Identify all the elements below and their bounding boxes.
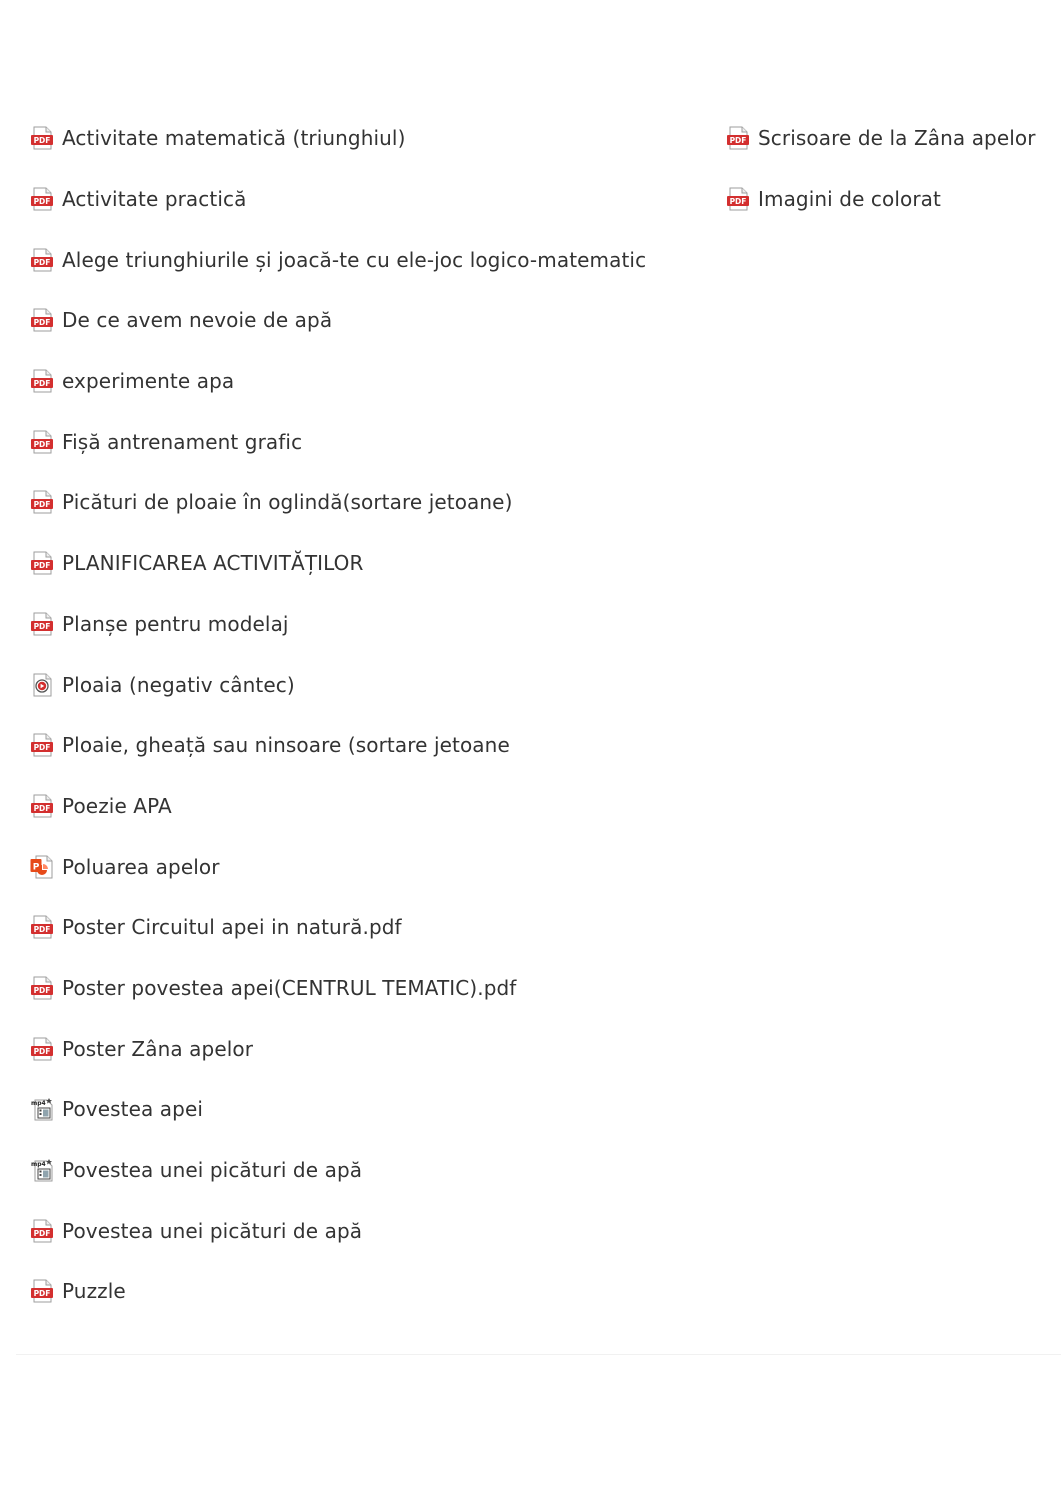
audio-icon xyxy=(30,673,54,697)
pdf-icon xyxy=(30,126,54,150)
file-label[interactable]: Povestea apei xyxy=(62,1097,204,1122)
video-icon xyxy=(30,1158,54,1182)
video-icon xyxy=(30,1097,54,1121)
pdf-icon xyxy=(30,308,54,332)
file-item[interactable] xyxy=(30,533,710,594)
svg-text:P: P xyxy=(32,862,40,873)
svg-text:PDF: PDF xyxy=(33,197,51,207)
pdf-icon xyxy=(726,126,750,150)
pdf-icon xyxy=(30,430,54,454)
file-item[interactable] xyxy=(30,1261,710,1322)
pdf-icon xyxy=(30,248,54,272)
pdf-icon xyxy=(30,551,54,575)
file-item[interactable] xyxy=(30,411,710,472)
file-item[interactable] xyxy=(30,169,710,230)
file-item[interactable] xyxy=(30,1079,710,1140)
file-item[interactable] xyxy=(30,958,710,1019)
file-item[interactable] xyxy=(30,290,710,351)
file-label[interactable]: experimente apa xyxy=(62,369,235,394)
svg-text:PDF: PDF xyxy=(729,136,747,146)
file-item[interactable] xyxy=(726,169,1056,230)
file-item[interactable] xyxy=(30,1018,710,1079)
svg-text:PDF: PDF xyxy=(33,500,51,510)
file-list-right xyxy=(726,108,1056,229)
svg-text:PDF: PDF xyxy=(33,561,51,571)
svg-text:PDF: PDF xyxy=(33,743,51,753)
file-label[interactable]: Puzzle xyxy=(62,1279,126,1304)
file-label[interactable]: Poezie APA xyxy=(62,793,172,818)
file-item[interactable] xyxy=(30,897,710,958)
file-label[interactable]: Poluarea apelor xyxy=(62,854,220,879)
file-item[interactable] xyxy=(30,594,710,655)
pdf-icon xyxy=(30,490,54,514)
file-label[interactable]: Imagini de colorat xyxy=(758,187,941,212)
ppt-icon xyxy=(30,855,54,879)
file-label[interactable]: Activitate practică xyxy=(62,187,247,212)
file-label[interactable]: Poster Circuitul apei in natură.pdf xyxy=(62,915,402,940)
svg-text:PDF: PDF xyxy=(33,439,51,449)
pdf-icon xyxy=(726,187,750,211)
pdf-icon xyxy=(30,1219,54,1243)
file-item[interactable] xyxy=(30,108,710,169)
pdf-icon xyxy=(30,612,54,636)
file-item[interactable] xyxy=(30,654,710,715)
file-label[interactable]: PLANIFICAREA ACTIVITĂȚILOR xyxy=(62,551,364,576)
file-item[interactable] xyxy=(30,836,710,897)
file-item[interactable] xyxy=(30,1140,710,1201)
pdf-icon xyxy=(30,915,54,939)
svg-text:mp4: mp4 xyxy=(31,1100,46,1108)
svg-text:PDF: PDF xyxy=(33,985,51,995)
pdf-icon xyxy=(30,187,54,211)
pdf-icon xyxy=(30,1037,54,1061)
divider xyxy=(16,1354,1061,1355)
file-item[interactable] xyxy=(30,776,710,837)
file-item[interactable] xyxy=(30,715,710,776)
file-item[interactable] xyxy=(30,472,710,533)
pdf-icon xyxy=(30,733,54,757)
file-label[interactable]: Fișă antrenament grafic xyxy=(62,429,303,454)
file-label[interactable]: Picături de ploaie în oglindă(sortare jetoane) xyxy=(62,490,513,515)
file-label[interactable]: Alege triunghiurile și joacă-te cu ele-joc logico-matematic xyxy=(62,247,647,272)
svg-text:PDF: PDF xyxy=(33,136,51,146)
file-item[interactable] xyxy=(30,229,710,290)
pdf-icon xyxy=(30,1279,54,1303)
file-label[interactable]: Poster Zâna apelor xyxy=(62,1036,254,1061)
file-label[interactable]: Poster povestea apei(CENTRUL TEMATIC).pdf xyxy=(62,975,517,1000)
file-label[interactable]: De ce avem nevoie de apă xyxy=(62,308,333,333)
svg-text:PDF: PDF xyxy=(33,257,51,267)
svg-text:PDF: PDF xyxy=(33,925,51,935)
file-label[interactable]: Povestea unei picături de apă xyxy=(62,1218,363,1243)
file-list-left xyxy=(30,108,710,1322)
file-item[interactable] xyxy=(30,1200,710,1261)
svg-text:PDF: PDF xyxy=(33,621,51,631)
svg-text:PDF: PDF xyxy=(33,803,51,813)
svg-text:PDF: PDF xyxy=(33,1046,51,1056)
pdf-icon xyxy=(30,794,54,818)
file-label[interactable]: Planșe pentru modelaj xyxy=(62,611,289,636)
svg-text:mp4: mp4 xyxy=(31,1161,46,1169)
file-item[interactable] xyxy=(30,351,710,412)
pdf-icon xyxy=(30,976,54,1000)
file-label[interactable]: Scrisoare de la Zâna apelor xyxy=(758,126,1036,151)
file-label[interactable]: Ploaie, gheață sau ninsoare (sortare jetoane xyxy=(62,733,510,758)
file-label[interactable]: Activitate matematică (triunghiul) xyxy=(62,126,406,151)
svg-text:PDF: PDF xyxy=(33,379,51,389)
svg-text:PDF: PDF xyxy=(33,1228,51,1238)
svg-text:PDF: PDF xyxy=(33,1289,51,1299)
pdf-icon xyxy=(30,369,54,393)
svg-text:PDF: PDF xyxy=(33,318,51,328)
file-item[interactable] xyxy=(726,108,1056,169)
file-label[interactable]: Ploaia (negativ cântec) xyxy=(62,672,295,697)
file-label[interactable]: Povestea unei picături de apă xyxy=(62,1158,363,1183)
svg-text:PDF: PDF xyxy=(729,197,747,207)
